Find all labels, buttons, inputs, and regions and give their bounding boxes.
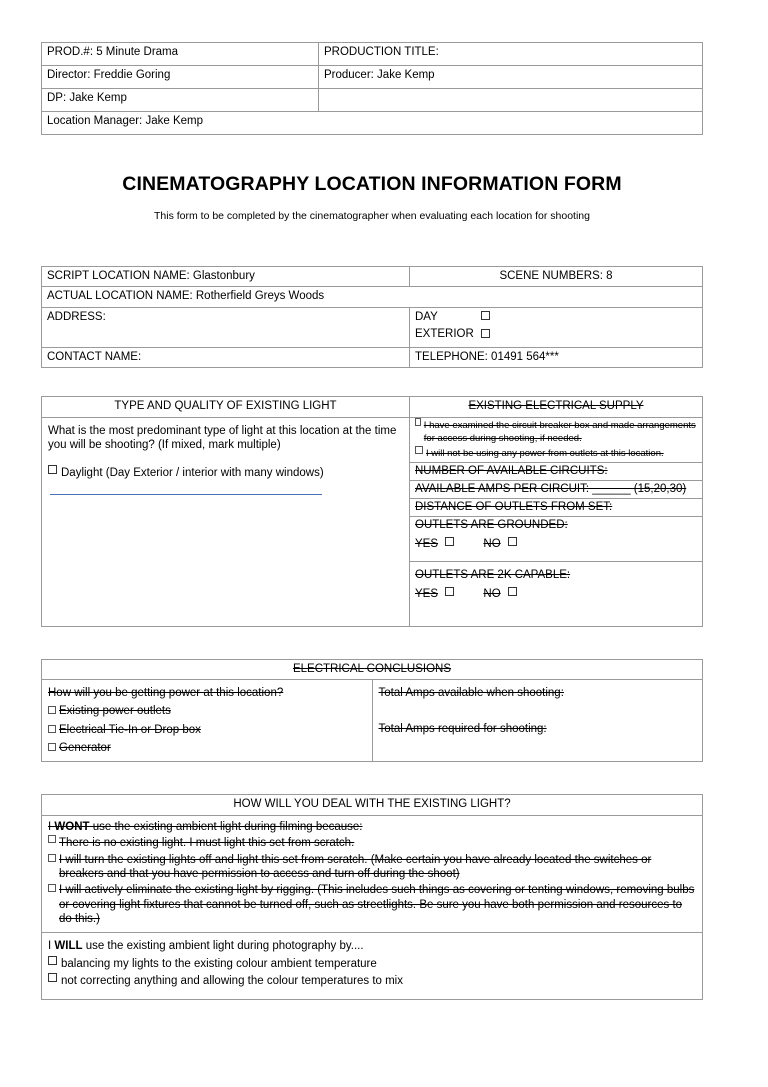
table-row xyxy=(410,498,702,516)
tie-in-checkbox[interactable] xyxy=(48,725,56,733)
page-title: CINEMATOGRAPHY LOCATION INFORMATION FORM xyxy=(122,173,622,195)
power-question-label: How will you be getting power at this location? xyxy=(48,686,284,699)
empty-cell xyxy=(319,89,703,112)
amps-summary-cell xyxy=(372,679,703,762)
page-subtitle: This form to be completed by the cinematographer when evaluating each location for shooting xyxy=(153,210,590,222)
power-question-cell xyxy=(42,679,373,762)
no-existing-light-label: There is no existing light. I must light this set from scratch. xyxy=(59,837,355,850)
wont-keyword: WONT xyxy=(54,820,90,833)
total-amps-available-label: Total Amps available when shooting: xyxy=(378,686,564,699)
turn-off-lights-label: I will turn the existing lights off and light this set from scratch. (Make certain you have already located the switches or breakers and that you have permission to access and turn off during the shoot) xyxy=(59,853,652,880)
will-use-line: I WILL use the existing ambient light during photography by.... xyxy=(48,940,364,953)
no-power-checkbox[interactable] xyxy=(415,446,423,454)
light-electrical-table xyxy=(41,396,703,626)
generator-checkbox[interactable] xyxy=(48,743,56,751)
wont-use-line: I WONT use the existing ambient light during filming because: xyxy=(48,820,363,833)
no-correction-label: not correcting anything and allowing the colour temperatures to mix xyxy=(61,975,403,988)
exterior-label: EXTERIOR xyxy=(415,328,474,341)
production-title-cell: PRODUCTION TITLE: xyxy=(319,43,703,66)
will-use-cell xyxy=(42,933,703,999)
table-row xyxy=(410,561,702,615)
table-row xyxy=(42,112,703,135)
grounded-yes-checkbox[interactable] xyxy=(445,537,454,546)
light-section-heading: TYPE AND QUALITY OF EXISTING LIGHT xyxy=(42,397,410,417)
table-row xyxy=(42,417,703,626)
2k-no-label: NO xyxy=(483,588,501,601)
table-row xyxy=(42,933,703,999)
table-row xyxy=(42,679,703,762)
table-row xyxy=(42,267,703,287)
eliminate-light-label: I will actively eliminate the existing light by rigging. (This includes such things as covering or tenting windows, removing bulbs or covering light fixtures that cannot be turned off, such as streetlights. Be sure you have both permission and resources to do this.) xyxy=(59,884,695,925)
grounded-no-checkbox[interactable] xyxy=(508,537,517,546)
dp-cell: DP: Jake Kemp xyxy=(42,89,319,112)
no-correction-checkbox[interactable] xyxy=(48,973,57,982)
day-checkbox[interactable] xyxy=(481,311,490,320)
amps-per-circuit-label: AVAILABLE AMPS PER CIRCUIT: ______ (15,20,30) xyxy=(410,480,702,498)
grounded-yes-label: YES xyxy=(415,538,439,551)
available-circuits-label: NUMBER OF AVAILABLE CIRCUITS: xyxy=(410,462,702,480)
will-keyword: WILL xyxy=(54,940,83,953)
producer-cell: Producer: Jake Kemp xyxy=(319,66,703,89)
table-row xyxy=(42,347,703,367)
table-row xyxy=(42,307,703,347)
actual-location-cell: ACTUAL LOCATION NAME: Rotherfield Greys Woods xyxy=(42,287,703,307)
balance-lights-label: balancing my lights to the existing colour ambient temperature xyxy=(61,957,377,970)
examined-breaker-checkbox[interactable] xyxy=(415,418,421,426)
table-row xyxy=(410,462,702,480)
existing-outlets-label: Existing power outlets xyxy=(59,705,171,718)
daylight-checkbox[interactable] xyxy=(48,465,57,474)
table-row xyxy=(42,659,703,679)
no-power-label: I will not be using any power from outlets at this location. xyxy=(426,448,664,460)
exterior-checkbox[interactable] xyxy=(481,329,490,338)
existing-light-heading: HOW WILL YOU DEAL WITH THE EXISTING LIGHT? xyxy=(42,795,703,815)
prod-number-cell: PROD.#: 5 Minute Drama xyxy=(42,43,319,66)
script-location-cell: SCRIPT LOCATION NAME: Glastonbury xyxy=(42,267,410,287)
2k-yes-label: YES xyxy=(415,588,439,601)
eliminate-light-checkbox[interactable] xyxy=(48,884,56,892)
examined-breaker-label: I have examined the circuit breaker box and made arrangements for access during shooting, if needed. xyxy=(423,419,696,445)
total-amps-required-label: Total Amps required for shooting: xyxy=(378,723,547,736)
electrical-supply-heading: EXISTING ELECTRICAL SUPPLY xyxy=(410,397,703,417)
contact-name-cell: CONTACT NAME: xyxy=(42,347,410,367)
light-question-text: What is the most predominant type of light at this location at the time you will be shooting? (If mixed, mark multiple) xyxy=(48,424,397,451)
no-existing-light-checkbox[interactable] xyxy=(48,835,56,843)
form-sheet xyxy=(41,42,703,1000)
location-manager-cell: Location Manager: Jake Kemp xyxy=(42,112,703,135)
table-row xyxy=(410,516,702,561)
grounded-no-label: NO xyxy=(483,538,501,551)
table-row xyxy=(42,397,703,417)
write-in-line xyxy=(50,493,322,495)
location-info-table xyxy=(41,266,703,368)
2k-no-checkbox[interactable] xyxy=(508,587,517,596)
tie-in-label: Electrical Tie-In or Drop box xyxy=(59,723,201,736)
electrical-conclusions-table xyxy=(41,659,703,763)
grounded-yes-no-row xyxy=(415,537,697,551)
existing-outlets-checkbox[interactable] xyxy=(48,706,56,714)
outlets-2k-label: OUTLETS ARE 2K CAPABLE: xyxy=(415,568,571,581)
turn-off-lights-checkbox[interactable] xyxy=(48,854,56,862)
wont-use-cell xyxy=(42,815,703,933)
address-cell: ADDRESS: xyxy=(42,307,410,347)
table-row xyxy=(42,66,703,89)
table-row xyxy=(42,43,703,66)
outlets-grounded-label: OUTLETS ARE GROUNDED: xyxy=(415,518,568,531)
outlet-distance-label: DISTANCE OF OUTLETS FROM SET: xyxy=(410,498,702,516)
telephone-cell: TELEPHONE: 01491 564*** xyxy=(410,347,703,367)
day-exterior-cell xyxy=(410,307,703,347)
light-question-cell xyxy=(42,417,410,626)
table-row xyxy=(410,480,702,498)
2k-yes-no-row xyxy=(415,587,697,601)
director-cell: Director: Freddie Goring xyxy=(42,66,319,89)
daylight-label: Daylight (Day Exterior / interior with many windows) xyxy=(61,467,324,480)
table-row xyxy=(42,795,703,815)
table-row xyxy=(42,89,703,112)
day-label: DAY xyxy=(415,310,438,323)
table-row xyxy=(42,815,703,933)
2k-yes-checkbox[interactable] xyxy=(445,587,454,596)
electrical-supply-cell xyxy=(410,417,703,626)
scene-numbers-cell: SCENE NUMBERS: 8 xyxy=(410,267,703,287)
balance-lights-checkbox[interactable] xyxy=(48,956,57,965)
generator-label: Generator xyxy=(59,742,111,754)
table-row xyxy=(42,287,703,307)
electrical-conclusions-heading: ELECTRICAL CONCLUSIONS xyxy=(42,659,703,679)
production-header-table xyxy=(41,42,703,135)
existing-light-table xyxy=(41,794,703,999)
table-row xyxy=(410,418,702,463)
